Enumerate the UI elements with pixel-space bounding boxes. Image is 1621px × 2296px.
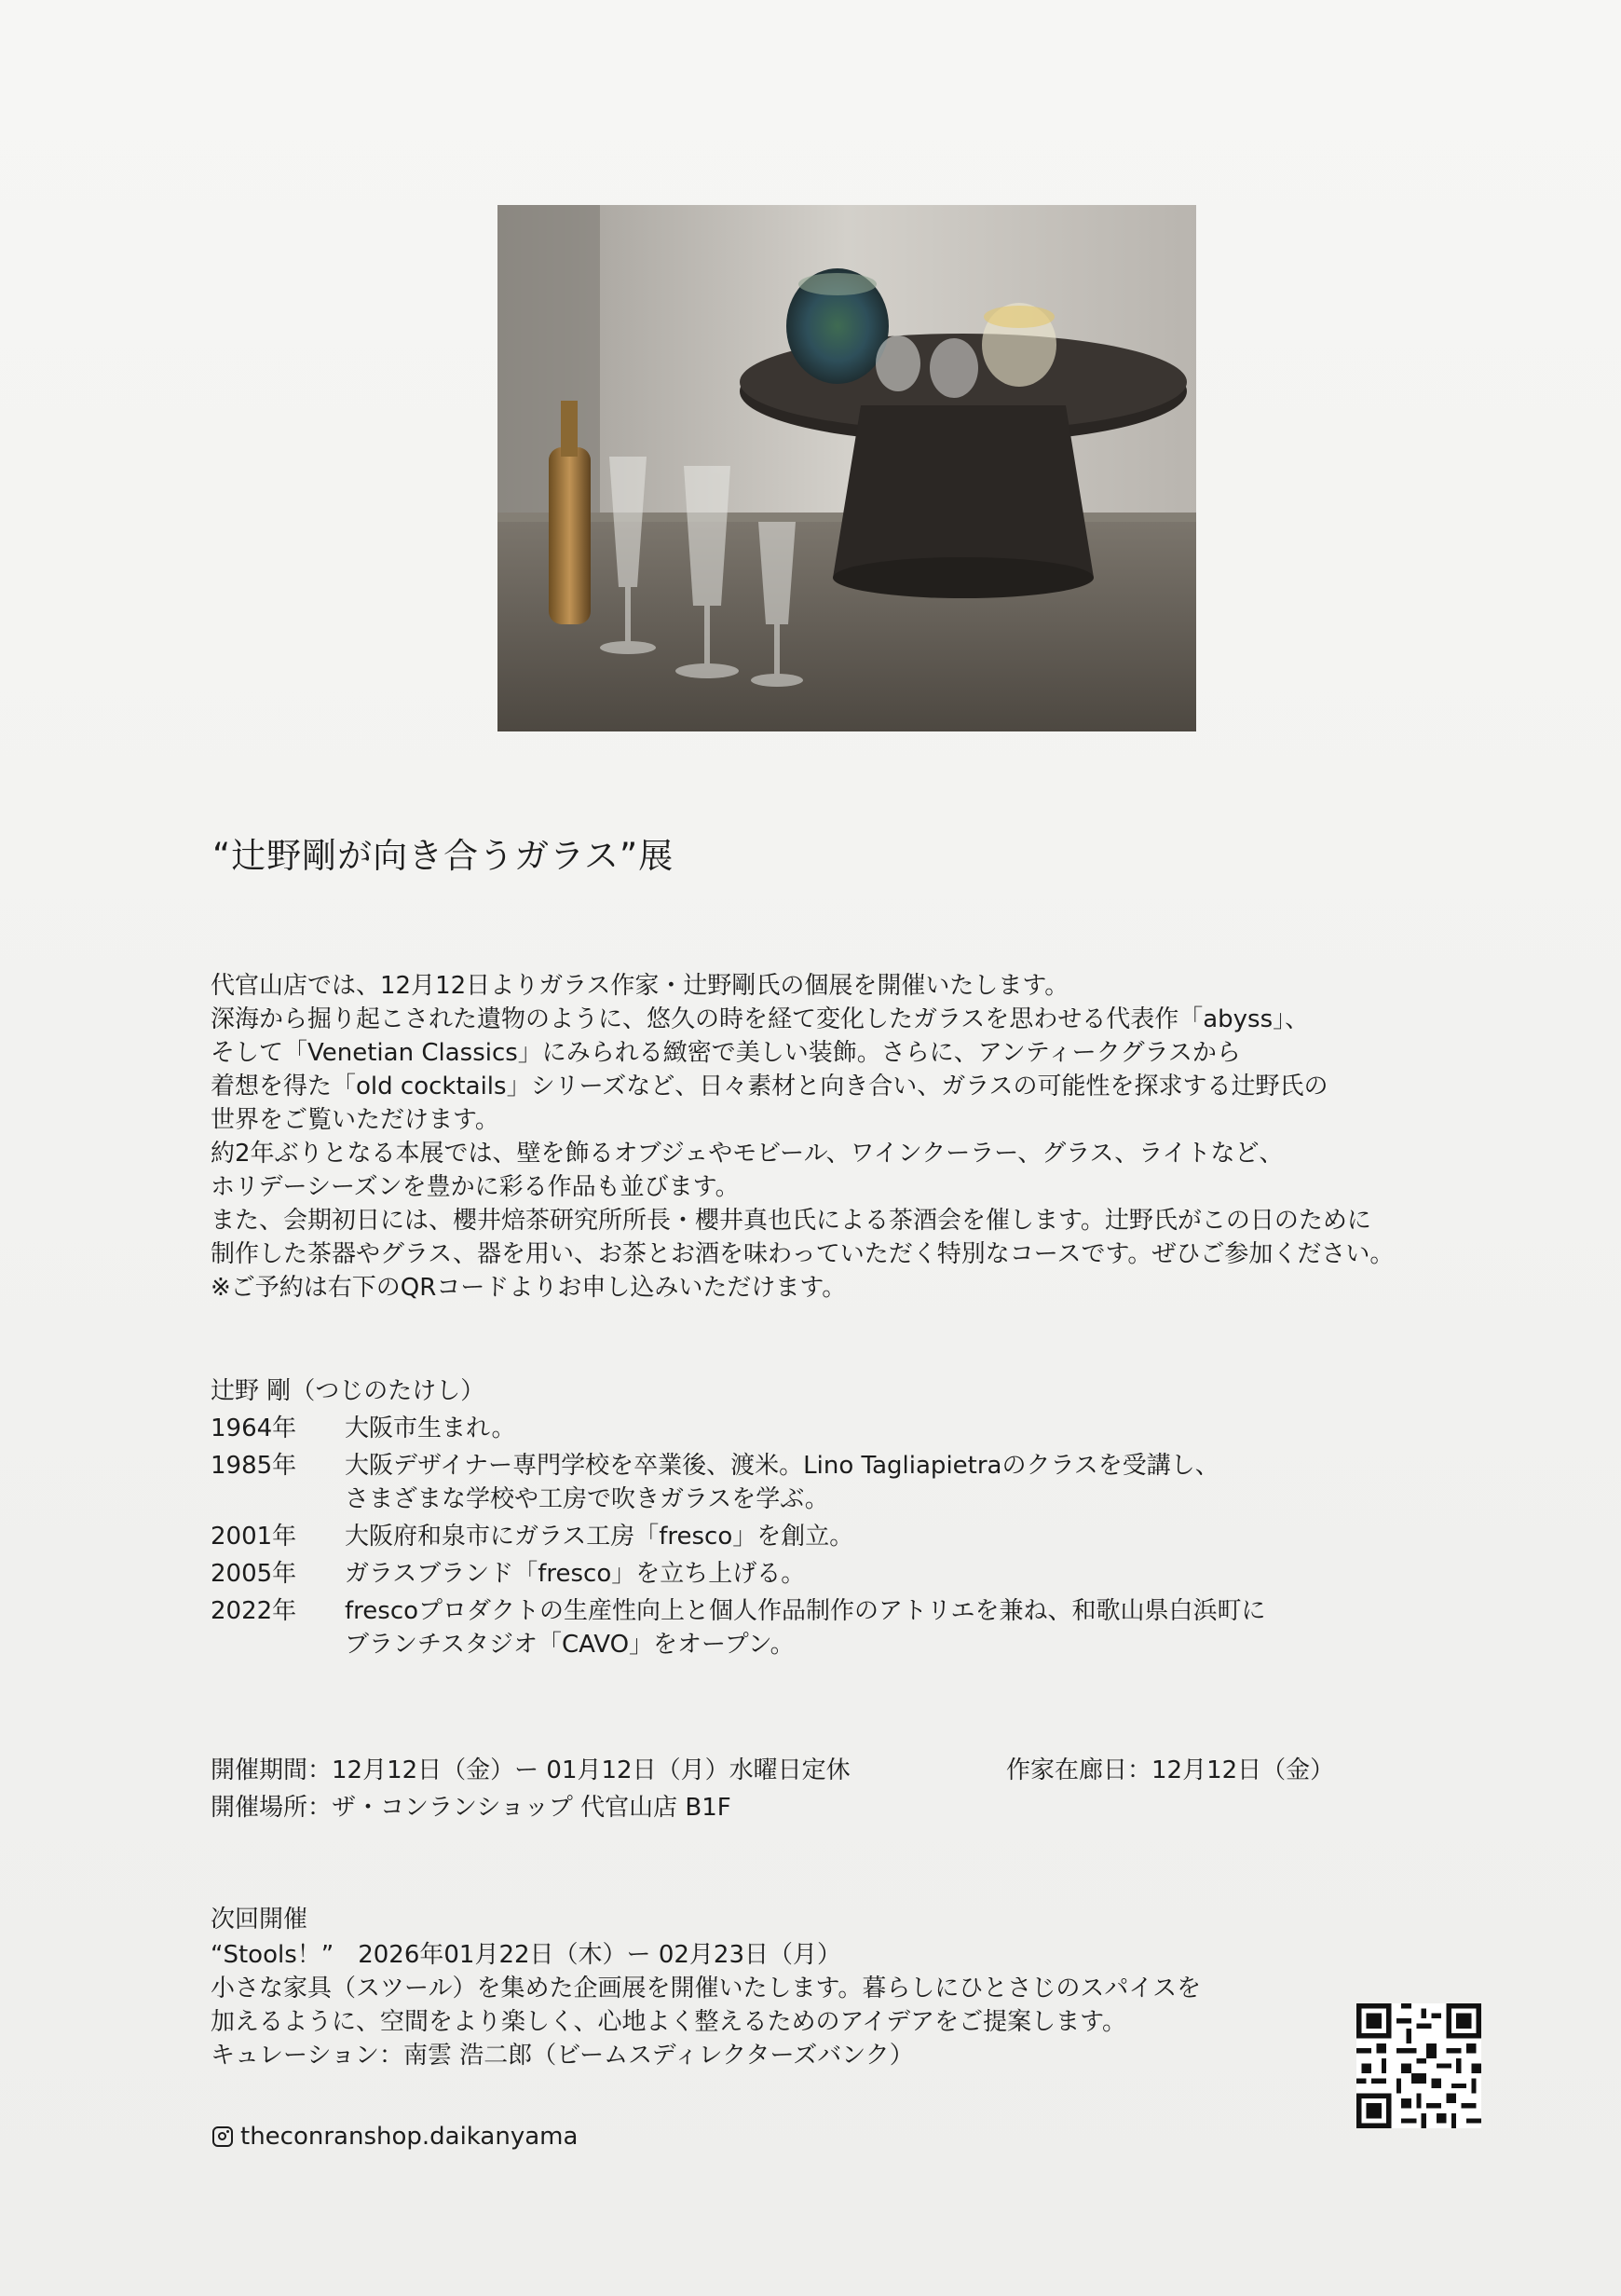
bio-text — [345, 1412, 516, 1445]
bio-line: 大阪市生まれ。 — [345, 1414, 516, 1442]
bio-year: 2005年 — [211, 1560, 297, 1588]
bio-entry — [211, 1557, 1496, 1591]
intro-line: 制作した茶器やグラス、器を用い、お茶とお酒を味わっていただく特別なコースです。ぜひご参加ください。 — [211, 1240, 1395, 1268]
intro-line: 着想を得た「old cocktails」シリーズなど、日々素材と向き合い、ガラスの可能性を探求する辻野氏の — [211, 1073, 1328, 1100]
bio-line: 大阪府和泉市にガラス工房「fresco」を創立。 — [345, 1523, 854, 1551]
instagram-link[interactable] — [212, 2123, 578, 2151]
artist-attendance: 作家在廊日：12月12日（金） — [1006, 1756, 1335, 1784]
intro-line: ホリデーシーズンを豊かに彩る作品も並びます。 — [211, 1173, 740, 1201]
bio-entry — [211, 1449, 1496, 1516]
bio-year: 2001年 — [211, 1523, 297, 1551]
bio-line: さまざまな学校や工房で吹きガラスを学ぶ。 — [345, 1485, 829, 1513]
bio-year: 1964年 — [211, 1414, 297, 1442]
next-heading: 次回開催 — [211, 1906, 308, 1934]
bio-line: frescoプロダクトの生産性向上と個人作品制作のアトリエを兼ね、和歌山県白浜町に — [345, 1597, 1266, 1625]
next-curation: キュレーション：南雲 浩二郎（ビームスディレクターズバンク） — [211, 2042, 914, 2070]
next-line: 小さな家具（スツール）を集めた企画展を開催いたします。暮らしにひとさじのスパイスを — [211, 1975, 1202, 2002]
info-row — [211, 1789, 1515, 1826]
bio-year: 2022年 — [211, 1597, 297, 1625]
intro-line: ※ご予約は右下のQRコードよりお申し込みいただけます。 — [211, 1274, 847, 1302]
intro-line: 代官山店では、12月12日よりガラス作家・辻野剛氏の個展を開催いたします。 — [211, 972, 1069, 1000]
bio-entry — [211, 1412, 1496, 1445]
intro-line: 約2年ぶりとなる本展では、壁を飾るオブジェやモビール、ワインクーラー、グラス、ライトなど、 — [211, 1140, 1284, 1168]
intro-line: 世界をご覧いただけます。 — [211, 1106, 499, 1134]
artist-name: 辻野 剛（つじのたけし） — [211, 1377, 485, 1405]
intro-text — [211, 969, 1487, 1305]
info-row — [211, 1752, 1515, 1789]
bio-text — [345, 1557, 805, 1591]
exhibition-venue: 開催場所：ザ・コンランショップ 代官山店 B1F — [211, 1794, 731, 1822]
next-title: “Stools！” 2026年01月22日（木）ー 02月23日（月） — [211, 1941, 841, 1969]
bio-year: 1985年 — [211, 1452, 297, 1480]
next-line: 加えるように、空間をより楽しく、心地よく整えるためのアイデアをご提案します。 — [211, 2008, 1127, 2036]
bio-entry — [211, 1520, 1496, 1553]
instagram-icon — [212, 2126, 233, 2147]
bio-text — [345, 1520, 853, 1553]
intro-line: また、会期初日には、櫻井焙茶研究所所長・櫻井真也氏による茶酒会を催します。辻野氏がこの日のために — [211, 1207, 1371, 1235]
intro-line: 深海から掘り起こされた遺物のように、悠久の時を経て変化したガラスを思わせる代表作「abyss」、 — [211, 1005, 1310, 1033]
bio-line: ガラスブランド「fresco」を立ち上げる。 — [345, 1560, 806, 1588]
bio-line: 大阪デザイナー専門学校を卒業後、渡米。Lino Tagliapietraのクラスを受講し、 — [345, 1452, 1219, 1480]
exhibition-title: “辻野剛が向き合うガラス”展 — [212, 836, 674, 876]
intro-line: そして「Venetian Classics」にみられる緻密で美しい装飾。さらに、アンティークグラスから — [211, 1039, 1241, 1067]
exhibition-period: 開催期間：12月12日（金）ー 01月12日（月）水曜日定休 — [211, 1756, 851, 1784]
bio-text — [345, 1594, 1266, 1661]
bio-entry — [211, 1594, 1496, 1661]
bio-text — [345, 1449, 1219, 1516]
next-exhibition — [211, 1903, 1422, 2072]
reservation-qr-code[interactable] — [1356, 2003, 1481, 2128]
instagram-handle: theconranshop.daikanyama — [240, 2123, 579, 2151]
exhibition-info — [211, 1752, 1515, 1826]
bio-line: ブランチスタジオ「CAVO」をオープン。 — [345, 1631, 795, 1659]
exhibition-photo — [497, 205, 1196, 731]
artist-profile — [211, 1374, 1496, 1665]
